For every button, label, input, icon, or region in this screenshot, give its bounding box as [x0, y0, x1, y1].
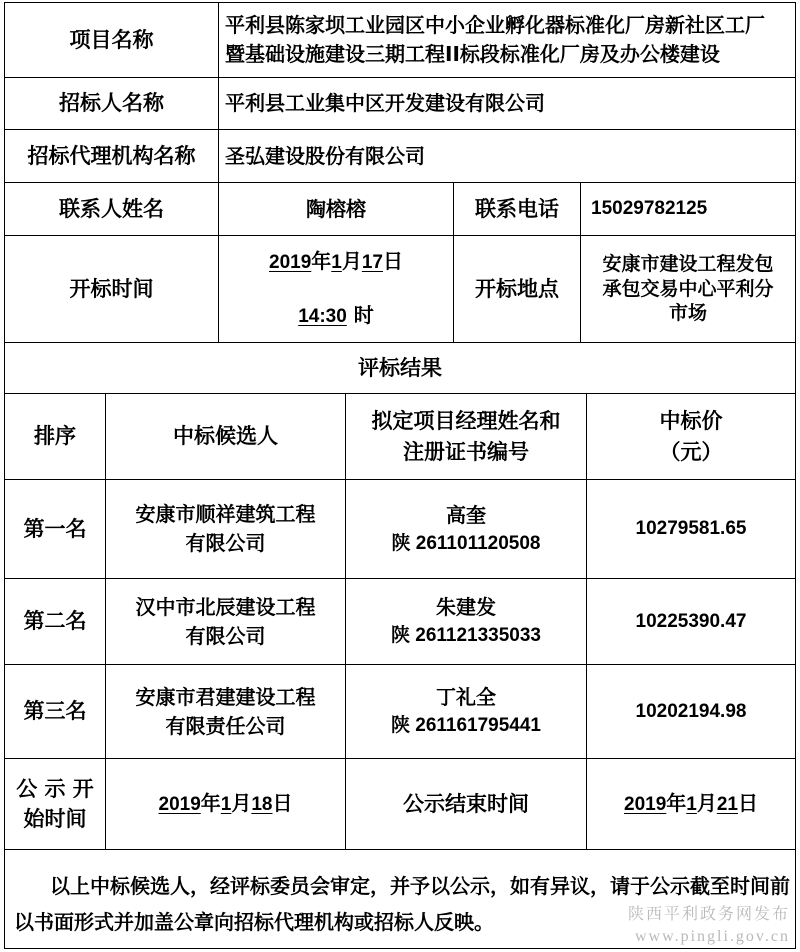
- table-row-manager: [346, 579, 586, 664]
- month-unit: 月: [231, 791, 252, 816]
- table-row-rank: 第二名: [23, 609, 87, 634]
- opening-time-value: 14:30: [298, 306, 347, 327]
- candidate-line1: 安康市君建建设工程: [135, 684, 316, 709]
- publicity-start-label-line1: 公 示 开: [16, 776, 94, 801]
- table-row-candidate: [106, 665, 345, 758]
- candidate-line2: 有限公司: [185, 623, 266, 648]
- header-price: [587, 394, 795, 479]
- header-manager-line1: 拟定项目经理姓名和: [371, 409, 561, 434]
- project-value-line1: 平利县陈家坝工业园区中小企业孵化器标准化厂房新社区工厂: [225, 13, 765, 37]
- contact-label: 联系人姓名: [59, 196, 164, 221]
- watermark-line1: 陕西平利政务网发布: [627, 906, 790, 923]
- place-line3: 市场: [668, 302, 707, 325]
- opening-month: 1: [331, 252, 342, 273]
- place-line2: 承包交易中心平利分: [602, 277, 774, 300]
- start-year: 2019: [158, 794, 201, 816]
- opening-date: [269, 235, 403, 289]
- manager-name: 高奎: [446, 502, 486, 527]
- tenderer-value: 平利县工业集中区开发建设有限公司: [225, 91, 545, 115]
- table-row-candidate: [106, 579, 345, 664]
- time-unit: 时: [353, 303, 374, 327]
- opening-year: 2019: [269, 252, 312, 273]
- start-day: 18: [251, 794, 273, 816]
- table-row-price: 10279581.65: [635, 518, 747, 540]
- publicity-end-date: [587, 759, 795, 849]
- place-line1: 安康市建设工程发包: [602, 252, 774, 275]
- publicity-start-label-line2: 始时间: [23, 807, 87, 831]
- publicity-end-label: 公示结束时间: [403, 791, 529, 816]
- opening-datetime: [219, 236, 453, 342]
- manager-cert: 陕 261101120508: [391, 532, 541, 554]
- day-unit: 日: [272, 791, 293, 816]
- place-value: [581, 236, 795, 342]
- manager-cert: 陕 261161795441: [390, 715, 542, 737]
- candidate-line1: 安康市顺祥建筑工程: [135, 502, 316, 526]
- place-label: 开标地点: [475, 276, 559, 301]
- agency-value: 圣弘建设股份有限公司: [225, 143, 425, 168]
- day-unit: 日: [738, 791, 758, 816]
- notice-text: 以上中标候选人，经评标委员会审定，并予以公示，如有异议，请于公示截至时间前以书面形式并加盖公章向招标代理机构或招标人反映。: [14, 874, 790, 934]
- month-unit: 月: [341, 249, 362, 273]
- day-unit: 日: [383, 249, 403, 273]
- publicity-start-date-text: [159, 789, 293, 819]
- end-year: 2019: [624, 794, 667, 816]
- rule: [4, 849, 796, 850]
- end-month: 1: [686, 794, 697, 816]
- header-price-line1: 中标价: [659, 409, 723, 434]
- site-watermark: [628, 904, 790, 948]
- opening-time: [298, 289, 374, 343]
- year-unit: 年: [311, 249, 332, 273]
- phone-label: 联系电话: [475, 196, 559, 221]
- opening-label: 开标时间: [69, 276, 154, 301]
- table-row-price: 10225390.47: [635, 610, 747, 632]
- contact-name: 陶榕榕: [306, 196, 366, 221]
- header-manager: [346, 394, 586, 479]
- table-row-manager: [346, 665, 586, 758]
- header-candidate: 中标候选人: [173, 424, 278, 449]
- table-row-candidate: [106, 480, 345, 578]
- header-price-line2: （元）: [659, 439, 723, 464]
- manager-cert: 陕 261121335033: [390, 625, 542, 647]
- watermark-line2: www.pingli.gov.cn: [634, 928, 790, 945]
- candidate-line1: 汉中市北辰建设工程: [135, 594, 316, 619]
- end-day: 21: [716, 794, 738, 816]
- table-row-rank: 第三名: [23, 699, 87, 724]
- agency-label: 招标代理机构名称: [27, 143, 196, 168]
- manager-name: 丁礼全: [435, 685, 496, 710]
- candidate-line2: 有限责任公司: [165, 713, 286, 738]
- table-row-manager: [346, 480, 586, 578]
- month-unit: 月: [696, 791, 717, 816]
- opening-day: 17: [361, 252, 383, 273]
- header-manager-line2: 注册证书编号: [403, 439, 529, 464]
- year-unit: 年: [200, 791, 221, 816]
- project-label: 项目名称: [69, 27, 154, 52]
- rule: [795, 2, 796, 949]
- header-rank: 排序: [34, 424, 76, 449]
- publicity-start-date: [106, 759, 345, 849]
- start-month: 1: [220, 794, 232, 816]
- table-row-price: 10202194.98: [635, 700, 747, 722]
- rule: [4, 948, 796, 949]
- publicity-start-label: [5, 759, 105, 849]
- tenderer-label: 招标人名称: [59, 91, 164, 116]
- publicity-end-date-text: [624, 789, 758, 819]
- project-value: [219, 3, 795, 77]
- project-value-line2: 暨基础设施建设三期工程II标段标准化厂房及办公楼建设: [225, 42, 720, 66]
- evaluation-title: 评标结果: [358, 355, 442, 380]
- year-unit: 年: [666, 791, 687, 816]
- candidate-line2: 有限公司: [185, 531, 266, 555]
- table-row-rank: 第一名: [23, 516, 87, 541]
- manager-name: 朱建发: [435, 595, 496, 620]
- phone-value: 15029782125: [591, 198, 708, 220]
